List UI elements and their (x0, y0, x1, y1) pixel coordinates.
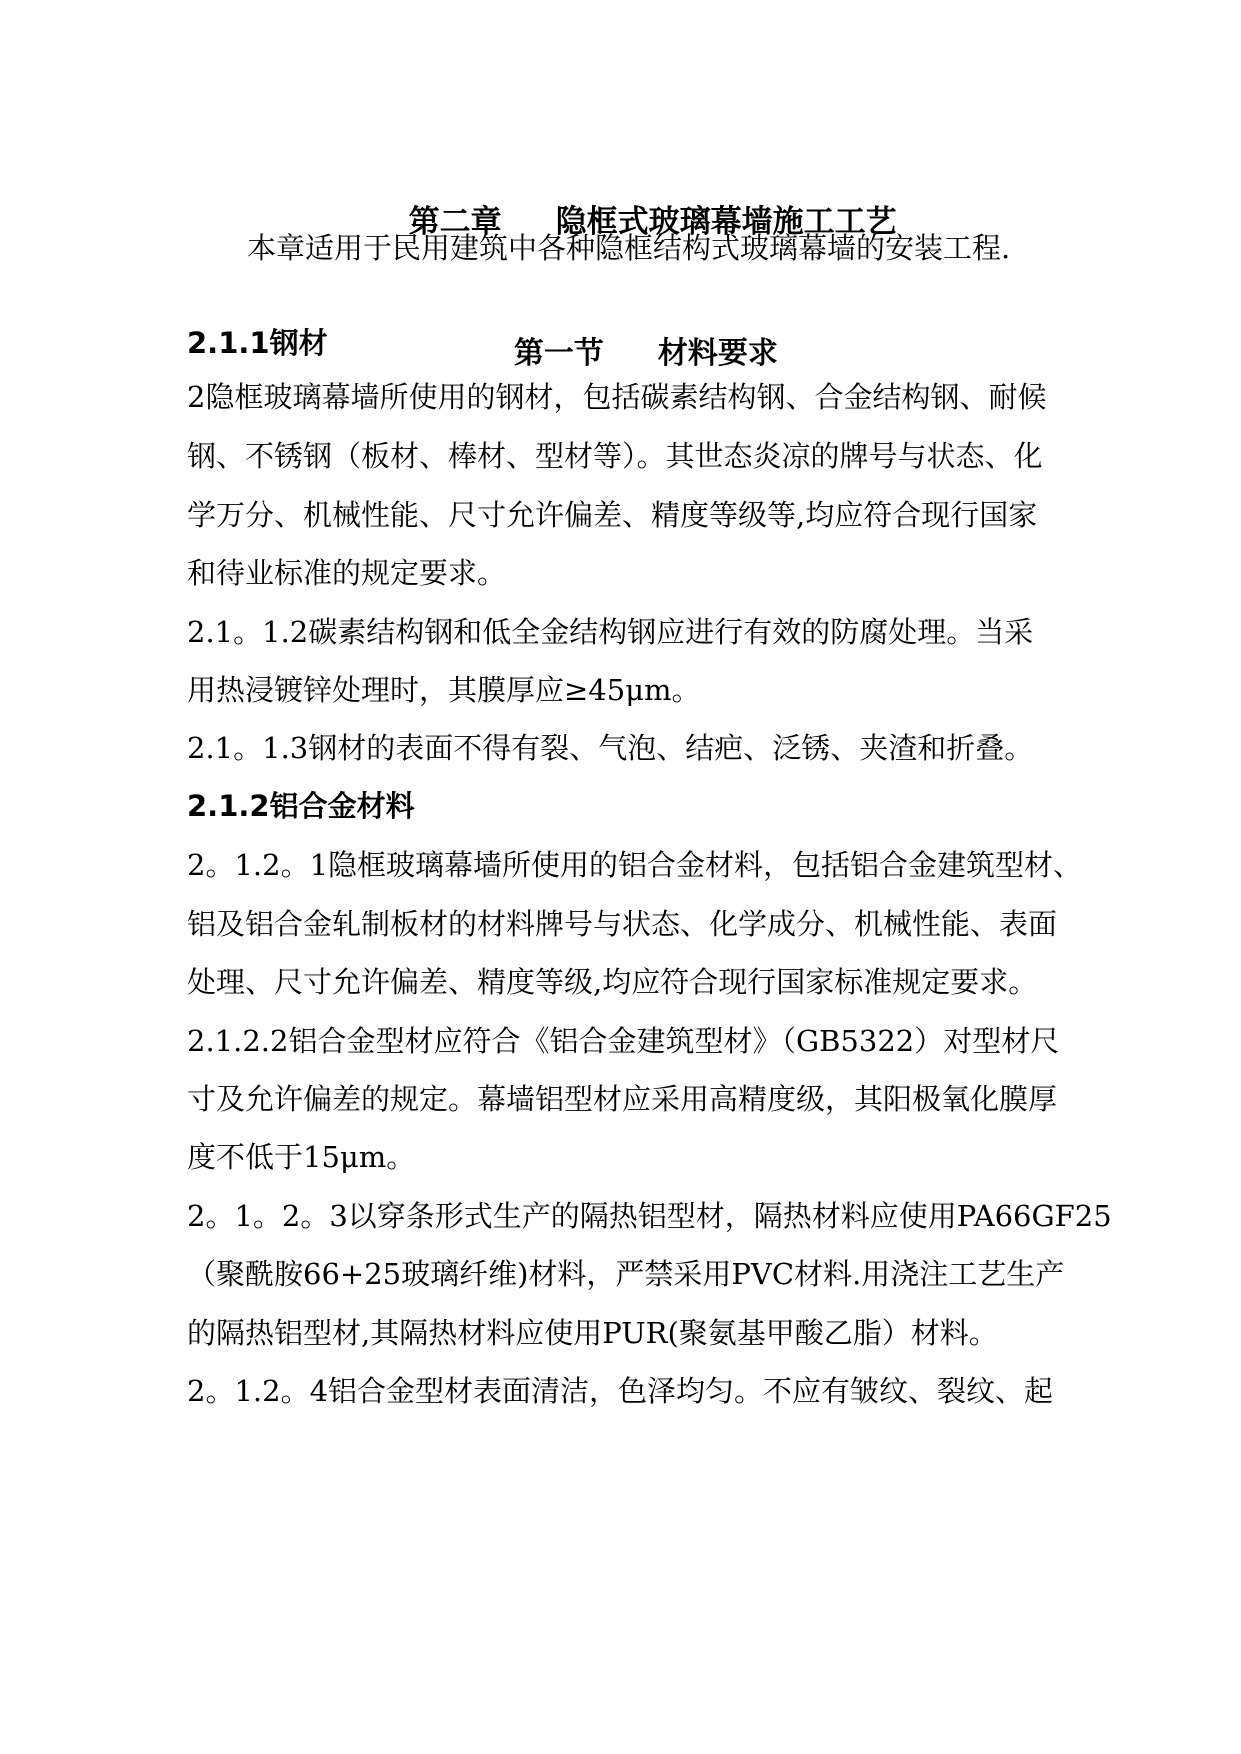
section-heading (493, 294, 778, 374)
paragraph-line: 度不低于15μm。 (187, 1140, 416, 1174)
subsection-heading-aluminum: 2.1.2铝合金材料 (187, 789, 415, 823)
paragraph-line: 用热浸镀锌处理时，其膜厚应≥45μm。 (187, 673, 701, 707)
paragraph-line: 和待业标准的规定要求。 (187, 556, 507, 590)
paragraph-line: 2。1.2。4铝合金型材表面清洁，色泽均匀。不应有皱纹、裂纹、起 (187, 1374, 1054, 1408)
paragraph-line: 2.1。1.2碳素结构钢和低全金结构钢应进行有效的防腐处理。当采 (187, 615, 1034, 649)
paragraph-line: 学万分、机械性能、尺寸允许偏差、精度等级等,均应符合现行国家 (187, 498, 1038, 532)
paragraph-line: 的隔热铝型材,其隔热材料应使用PUR(聚氨基甲酸乙脂）材料。 (187, 1316, 998, 1350)
section-title: 材料要求 (657, 336, 778, 371)
paragraph-line: 铝及铝合金轧制板材的材料牌号与状态、化学成分、机械性能、表面 (187, 907, 1058, 941)
paragraph-line: 2.1.2.2铝合金型材应符合《铝合金建筑型材》（GB5322）对型材尺 (187, 1024, 1060, 1058)
paragraph-line: 2。1.2。1隐框玻璃幕墙所使用的铝合金材料，包括铝合金建筑型材、 (187, 848, 1083, 882)
chapter-intro: 本章适用于民用建筑中各种隐框结构式玻璃幕墙的安装工程. (247, 231, 1011, 265)
paragraph-line: 处理、尺寸允许偏差、精度等级,均应符合现行国家标准规定要求。 (187, 965, 1038, 999)
paragraph-line: 2.1。1.3钢材的表面不得有裂、气泡、结疤、泛锈、夹渣和折叠。 (187, 731, 1034, 765)
paragraph-line: 寸及允许偏差的规定。幕墙铝型材应采用高精度级，其阳极氧化膜厚 (187, 1082, 1058, 1116)
paragraph-line: （聚酰胺66+25玻璃纤维)材料，严禁采用PVC材料.用浇注工艺生产 (187, 1257, 1065, 1291)
subsection-heading-steel: 2.1.1钢材 (187, 326, 328, 360)
paragraph-line: 2。1。2。3以穿条形式生产的隔热铝型材，隔热材料应使用PA66GF25 (187, 1199, 1112, 1233)
chapter-number: 第二章 (408, 204, 502, 240)
paragraph-line: 钢、不锈钢（板材、棒材、型材等）。其世态炎凉的牌号与状态、化 (187, 439, 1043, 473)
chapter-title: 隐框式玻璃幕墙施工工艺 (555, 204, 897, 240)
section-number: 第一节 (513, 336, 604, 371)
paragraph-line: 2隐框玻璃幕墙所使用的钢材，包括碳素结构钢、合金结构钢、耐候 (187, 380, 1047, 414)
